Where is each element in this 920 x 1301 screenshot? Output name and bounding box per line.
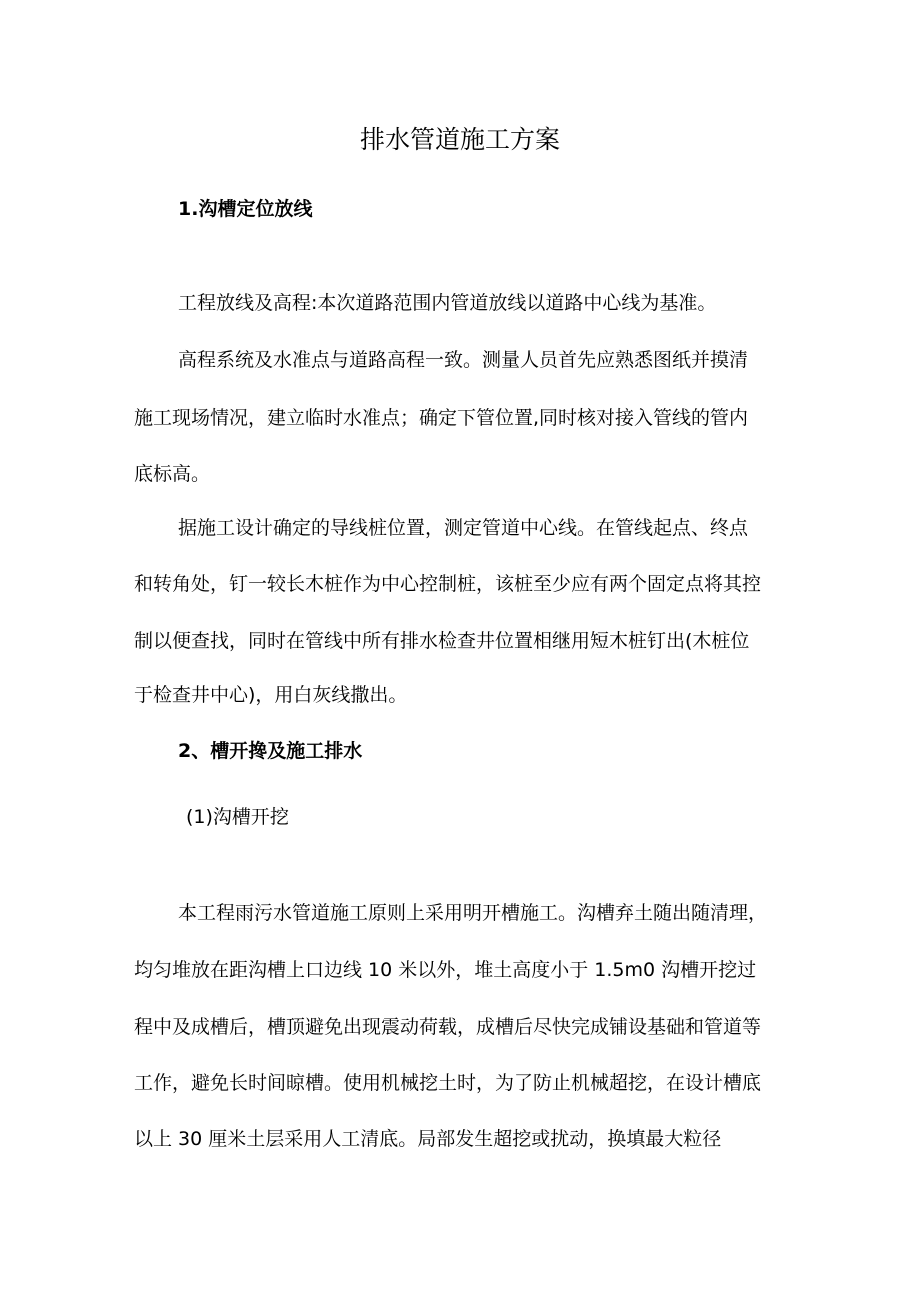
paragraph-line: 本工程雨污水管道施工原则上采用明开槽施工。沟槽弃土随出随清理， xyxy=(178,902,768,924)
paragraph-line: 于检查井中心)，用白灰线撒出。 xyxy=(134,684,408,706)
paragraph-line: 工作，避免长时间晾槽。使用机械挖土时，为了防止机械超挖，在设计槽底 xyxy=(134,1072,762,1094)
subsection-heading: (1)沟槽开挖 xyxy=(186,806,289,828)
paragraph-line: 高程系统及水准点与道路高程一致。测量人员首先应熟悉图纸并摸清 xyxy=(178,349,749,371)
paragraph-line: 和转角处，钉一较长木桩作为中心控制桩，该桩至少应有两个固定点将其控 xyxy=(134,573,762,595)
section-2-heading: 2、槽开搀及施工排水 xyxy=(178,740,363,762)
paragraph-line: 底标高。 xyxy=(134,463,211,485)
document-title: 排水管道施工方案 xyxy=(359,125,560,154)
paragraph-line: 据施工设计确定的导线桩位置，测定管道中心线。在管线起点、终点 xyxy=(178,517,749,539)
paragraph-line: 程中及成槽后，槽顶避免出现震动荷载，成槽后尽快完成铺设基础和管道等 xyxy=(134,1016,762,1038)
paragraph-line: 制以便查找，同时在管线中所有排水检查井位置相继用短木桩钉出(木桩位 xyxy=(134,630,750,652)
paragraph-line: 以上 30 厘米土层采用人工清底。局部发生超挖或扰动，换填最大粒径 xyxy=(134,1128,722,1150)
paragraph-line: 工程放线及高程:本次道路范围内管道放线以道路中心线为基准。 xyxy=(178,292,717,314)
section-1-heading: 1.沟槽定位放线 xyxy=(178,198,313,220)
paragraph-line: 施工现场情况，建立临时水准点；确定下管位置,同时核对接入管线的管内 xyxy=(134,407,749,429)
paragraph-line: 均匀堆放在距沟槽上口边线 10 米以外，堆土高度小于 1.5m0 沟槽开挖过 xyxy=(134,959,757,981)
